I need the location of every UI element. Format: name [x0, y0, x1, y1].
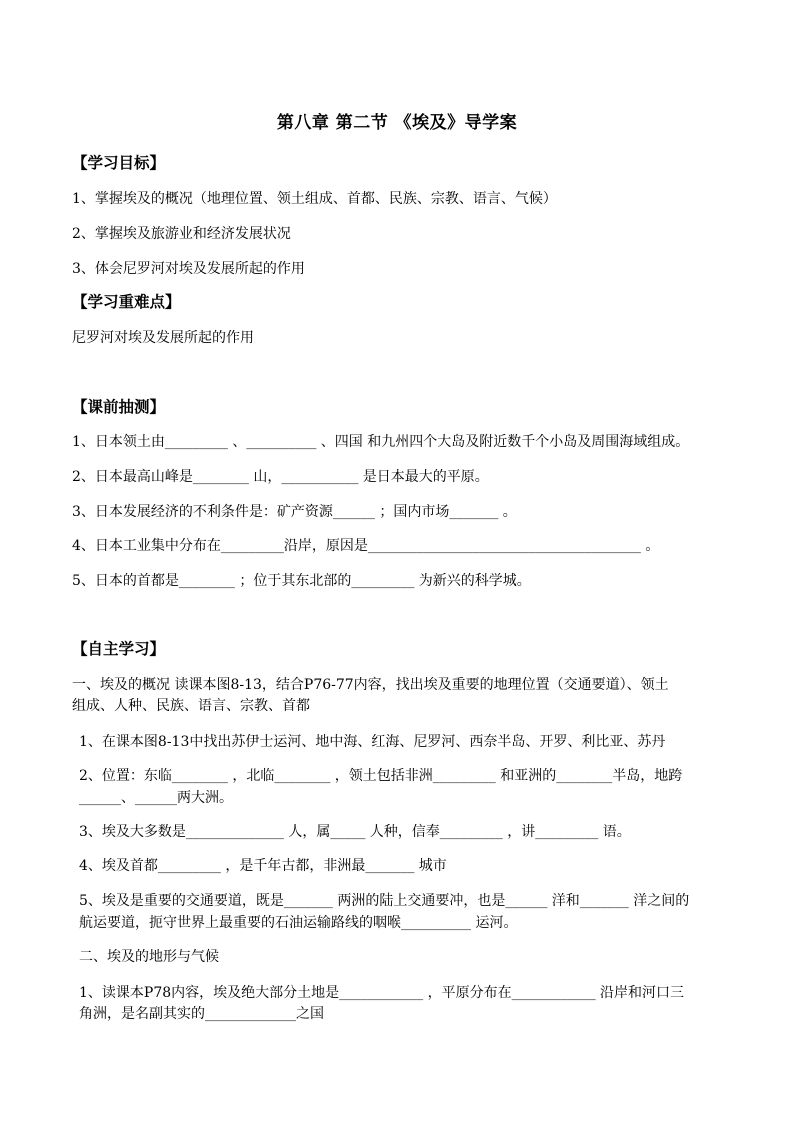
part2-heading: 二、埃及的地形与气候	[79, 949, 219, 965]
part1-intro-line2: 组成、人种、民族、语言、宗教、首都	[72, 698, 310, 714]
key-text: 尼罗河对埃及发展所起的作用	[72, 330, 254, 346]
goal-item-3: 3、体会尼罗河对埃及发展所起的作用	[72, 261, 305, 277]
selfstudy-heading: 【自主学习】	[72, 639, 166, 658]
goal-item-2: 2、掌握埃及旅游业和经济发展状况	[72, 226, 291, 242]
part1-question-1: 1、在课本图8-13中找出苏伊士运河、地中海、红海、尼罗河、西奈半岛、开罗、利比亚、苏丹	[79, 734, 666, 750]
part2-question-1-line1: 1、读课本P78内容，埃及绝大部分土地是____________ ，平原分布在____________ 沿岸和河口三	[79, 985, 685, 1001]
pretest-item-3: 3、日本发展经济的不利条件是：矿产资源______ ；国内市场_______ 。	[72, 504, 517, 520]
pretest-item-2: 2、日本最高山峰是________ 山，___________ 是日本最大的平原。	[72, 469, 489, 485]
pretest-item-4: 4、日本工业集中分布在_________沿岸，原因是_______________________________________ 。	[72, 538, 660, 554]
part1-question-5-line1: 5、埃及是重要的交通要道，既是_______ 两洲的陆上交通要冲，也是______ 洋和_______ 洋之间的	[79, 893, 690, 909]
part1-question-3: 3、埃及大多数是______________ 人，属_____ 人种，信奉_________ ，讲_________ 语。	[79, 824, 631, 840]
page-title: 第八章 第二节 《埃及》导学案	[276, 113, 518, 133]
key-heading: 【学习重难点】	[72, 292, 181, 311]
part1-question-4: 4、埃及首都_________ ，是千年古都，非洲最_______ 城市	[79, 858, 447, 874]
part1-question-2-line2: ______、______两大洲。	[79, 790, 233, 806]
pretest-item-5: 5、日本的首都是________ ；位于其东北部的_________ 为新兴的科学城。	[72, 573, 531, 589]
part1-question-2-line1: 2、位置：东临________ ，北临________ ，领土包括非洲_________ 和亚洲的________半岛，地跨	[79, 768, 683, 784]
goals-heading: 【学习目标】	[72, 153, 166, 172]
goal-item-1: 1、掌握埃及的概况（地理位置、领土组成、首都、民族、宗教、语言、气候）	[72, 191, 557, 207]
pretest-item-1: 1、日本领土由_________ 、__________ 、四国 和九州四个大岛及附近数千个小岛及周围海域组成。	[72, 434, 690, 450]
part2-question-1-line2: 角洲，是名副其实的_____________之国	[79, 1006, 324, 1022]
part1-question-5-line2: 航运要道，扼守世界上最重要的石油运输路线的咽喉__________ 运河。	[79, 915, 518, 931]
part1-intro-line1: 一、埃及的概况 读课本图8-13，结合P76-77内容，找出埃及重要的地理位置（交通要道）、领土	[72, 677, 669, 693]
pretest-heading: 【课前抽测】	[72, 397, 166, 416]
